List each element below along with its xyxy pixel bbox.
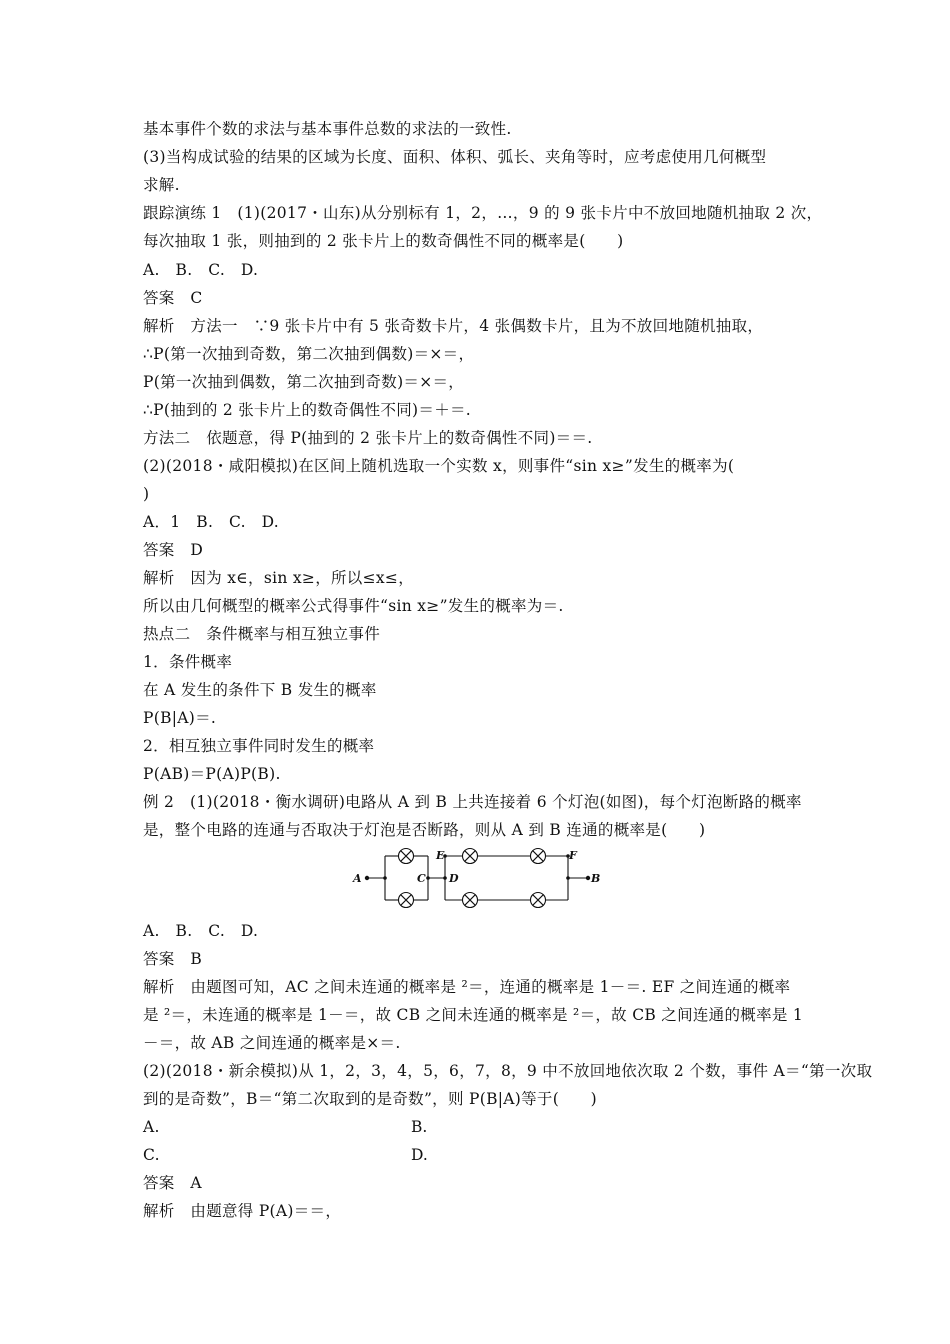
node-label-b: B [591, 872, 601, 885]
answer-options: A. B. C. D. [143, 261, 259, 279]
answer-label: 答案 A [143, 1174, 202, 1192]
text-line: 解析 由题意得 P(A)＝＝， [143, 1202, 342, 1220]
circuit-diagram [350, 842, 610, 914]
answer-options: A. B. C. D. [143, 922, 259, 940]
answer-options: A．1 B. C. D. [143, 513, 280, 531]
formula-line: P(B|A)＝. [143, 709, 217, 727]
text-line: 解析 方法一 ∵9 张卡片中有 5 张奇数卡片，4 张偶数卡片，且为不放回地随机抽取， [143, 317, 764, 335]
text-line: 到的是奇数”，B＝“第二次取到的是奇数”，则 P(B|A)等于( ) [143, 1090, 598, 1108]
text-line: 方法二 依题意，得 P(抽到的 2 张卡片上的数奇偶性不同)＝＝. [143, 429, 593, 447]
text-line: ∴P(抽到的 2 张卡片上的数奇偶性不同)＝＋＝. [143, 401, 472, 419]
option-b: B. [411, 1118, 428, 1136]
node-label-a: A [353, 872, 362, 885]
text-line: 每次抽取 1 张，则抽到的 2 张卡片上的数奇偶性不同的概率是( ) [143, 232, 624, 250]
text-line: (2)(2018・咸阳模拟)在区间上随机选取一个实数 x，则事件“sin x≥”发生的概率为( [143, 457, 735, 475]
text-line: 是，整个电路的连通与否取决于灯泡是否断路，则从 A 到 B 连通的概率是( ) [143, 821, 706, 839]
text-line: 求解. [143, 176, 180, 194]
text-line: 所以由几何概型的概率公式得事件“sin x≥”发生的概率为＝. [143, 597, 564, 615]
option-d: D. [411, 1146, 428, 1164]
text-line: (3)当构成试验的结果的区域为长度、面积、体积、弧长、夹角等时，应考虑使用几何概型 [143, 148, 767, 166]
text-line: 跟踪演练 1 (1)(2017・山东)从分别标有 1，2，…，9 的 9 张卡片中不放回地随机抽取 2 次， [143, 204, 823, 222]
text-line: 是 ²＝，未连通的概率是 1－＝，故 CB 之间未连通的概率是 ²＝，故 CB 之间连通的概率是 1 [143, 1006, 804, 1024]
node-label-c: C [417, 872, 426, 885]
subheading: 2．相互独立事件同时发生的概率 [143, 737, 375, 755]
text-line: 例 2 (1)(2018・衡水调研)电路从 A 到 B 上共连接着 6 个灯泡(如图)，每个灯泡断路的概率 [143, 793, 802, 811]
node-label-e: E [436, 849, 445, 862]
text-line: 解析 因为 x∈，sin x≥，所以≤x≤， [143, 569, 415, 587]
subheading: 1．条件概率 [143, 653, 233, 671]
text-line: 基本事件个数的求法与基本事件总数的求法的一致性. [143, 120, 512, 138]
option-a: A. [143, 1118, 160, 1136]
text-line: －＝，故 AB 之间连通的概率是×＝. [143, 1034, 401, 1052]
text-line: P(第一次抽到偶数，第二次抽到奇数)＝×＝， [143, 373, 465, 391]
option-c: C. [143, 1146, 160, 1164]
text-line: 解析 由题图可知，AC 之间未连通的概率是 ²＝，连通的概率是 1－＝. EF 之间连通的概率 [143, 978, 791, 996]
answer-label: 答案 C [143, 289, 203, 307]
text-line: 在 A 发生的条件下 B 发生的概率 [143, 681, 377, 699]
answer-label: 答案 B [143, 950, 203, 968]
text-line: ) [143, 485, 150, 503]
node-label-d: D [449, 872, 459, 885]
text-line: ∴P(第一次抽到奇数，第二次抽到偶数)＝×＝， [143, 345, 475, 363]
node-label-f: F [569, 849, 577, 862]
text-line: (2)(2018・新余模拟)从 1，2，3，4，5，6，7，8，9 中不放回地依次取 2 个数，事件 A＝“第一次取 [143, 1062, 873, 1080]
section-heading: 热点二 条件概率与相互独立事件 [143, 625, 381, 643]
formula-line: P(AB)＝P(A)P(B). [143, 765, 281, 783]
answer-label: 答案 D [143, 541, 204, 559]
